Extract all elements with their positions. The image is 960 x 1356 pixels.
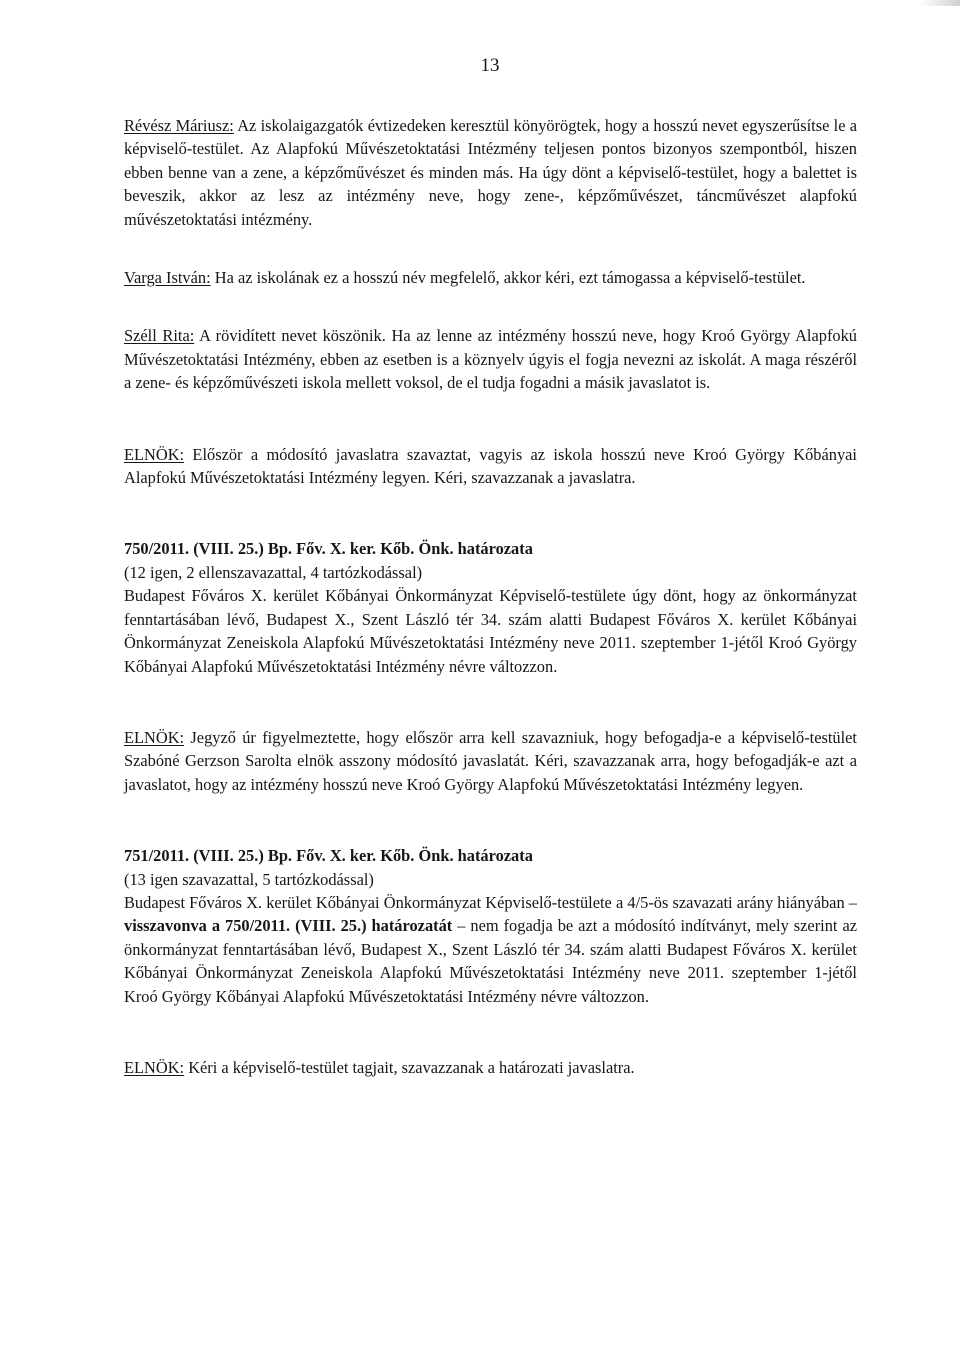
speaker-name: Révész Máriusz: <box>124 116 234 135</box>
resolution-vote: (13 igen szavazattal, 5 tartózkodással) <box>124 869 374 889</box>
paragraph-text: Először a módosító javaslatra szavaztat, vagyis az iskola hosszú neve Kroó György Kőbányai Alapfokú Művészetoktatási Intézmény legyen. Kéri, szavazzanak a javaslatra. <box>124 444 857 488</box>
speaker-name: ELNÖK: <box>124 1057 185 1077</box>
resolution-text: Budapest Főváros X. kerület Kőbányai Önkormányzat Képviselő-testülete úgy dönt, hogy az önkormányzat fenntartásában lévő, Budapest X., Szent László tér 34. szám alatti Budapest Főváros X. kerület Kőbányai Önkormányzat Zeneiskola Alapfokú Művészetoktatási Intézmény neve 2011. szeptember 1-jétől Kroó György Kőbányai Alapfokú Művészetoktatási Intézmény névre változzon. <box>124 586 857 676</box>
paragraph-text: A rövidített nevet köszönik. Ha az lenne az intézmény hosszú neve, hogy Kroó György Alapfokú Művészetoktatási Intézmény, ebben az esetben is a köznyelv úgyis el fogja nevezni az iskolát. A maga részéről a zene- és képzőművészeti iskola mellett voksol, de el tudja fogadni a másik javaslatot is. <box>124 326 857 393</box>
spacer <box>124 489 857 537</box>
page-number: 13 <box>480 55 500 76</box>
paragraph-elnok-2 <box>124 726 857 796</box>
paragraph-text: Ha az iskolának ez a hosszú név megfelelő, akkor kéri, ezt támogassa a képviselő-testület. <box>210 268 806 288</box>
paragraph-szell <box>124 324 857 394</box>
spacer <box>124 1008 857 1056</box>
resolution-text-before: Budapest Főváros X. kerület Kőbányai Önkormányzat Képviselő-testülete a 4/5-ös szavazati arány hiányában – <box>124 892 857 912</box>
speaker-name: ELNÖK: <box>124 444 185 464</box>
spacer <box>124 395 857 443</box>
spacer <box>124 796 857 844</box>
resolution-751 <box>124 844 857 1008</box>
resolution-750 <box>124 537 857 677</box>
paragraph-elnok-3 <box>124 1056 857 1079</box>
speaker-name: Széll Rita: <box>124 326 195 346</box>
spacer <box>124 231 857 266</box>
spacer <box>124 289 857 324</box>
paragraph-varga <box>124 266 857 289</box>
spacer <box>124 678 857 726</box>
paragraph-text: Az iskolaigazgatók évtizedeken keresztül könyörögtek, hogy a hosszú nevet egyszerűsítse le a képviselő-testület. Az Alapfokú Művészetoktatási Intézmény teljesen pontos bizonyos szempontból, hiszen ebben benne van a zene, a képzőművészet és minden más. Ha úgy dönt a képviselő-testület, hogy a balettet is beveszik, akkor az lesz az intézmény neve, hogy zene-, képzőművészet, táncművészet alapfokú művészetoktatási intézmény. <box>124 116 857 229</box>
resolution-heading: 751/2011. (VIII. 25.) Bp. Főv. X. ker. Kőb. Önk. határozata <box>124 846 533 866</box>
resolution-heading: 750/2011. (VIII. 25.) Bp. Főv. X. ker. Kőb. Önk. határozata <box>124 539 533 559</box>
paragraph-text: Jegyző úr figyelmeztette, hogy először arra kell szavazniuk, hogy befogadja-e a képviselő-testület Szabóné Gerzson Sarolta elnök asszony módosító javaslatát. Kéri, szavazzanak arra, hogy befogadják-e azt a javaslatot, hogy az intézmény hosszú neve Kroó György Alapfokú Művészetoktatási Intézmény legyen. <box>124 727 857 794</box>
paragraph-text: Kéri a képviselő-testület tagjait, szavazzanak a határozati javaslatra. <box>184 1057 635 1077</box>
speaker-name: Varga István: <box>124 268 211 288</box>
page-content <box>124 114 857 1079</box>
resolution-vote: (12 igen, 2 ellenszavazattal, 4 tartózkodással) <box>124 562 423 582</box>
speaker-name: ELNÖK: <box>124 727 185 747</box>
resolution-text-after: – nem fogadja be azt a módosító indítványt, mely szerint az önkormányzat fenntartásában lévő, Budapest X., Szent László tér 34. szám alatti Budapest Főváros X. kerület Kőbányai Önkormányzat Zeneiskola Alapfokú Művészetoktatási Intézmény neve 2011. szeptember 1-jétől Kroó György Kőbányai Alapfokú Művészetoktatási Intézmény névre változzon. <box>124 916 857 1006</box>
resolution-text <box>124 891 857 1008</box>
paragraph-elnok-1 <box>124 443 857 490</box>
scan-edge-mark <box>920 0 960 6</box>
paragraph-revesz <box>124 114 857 231</box>
resolution-revoked-reference: visszavonva a 750/2011. (VIII. 25.) határozatát <box>124 916 453 936</box>
